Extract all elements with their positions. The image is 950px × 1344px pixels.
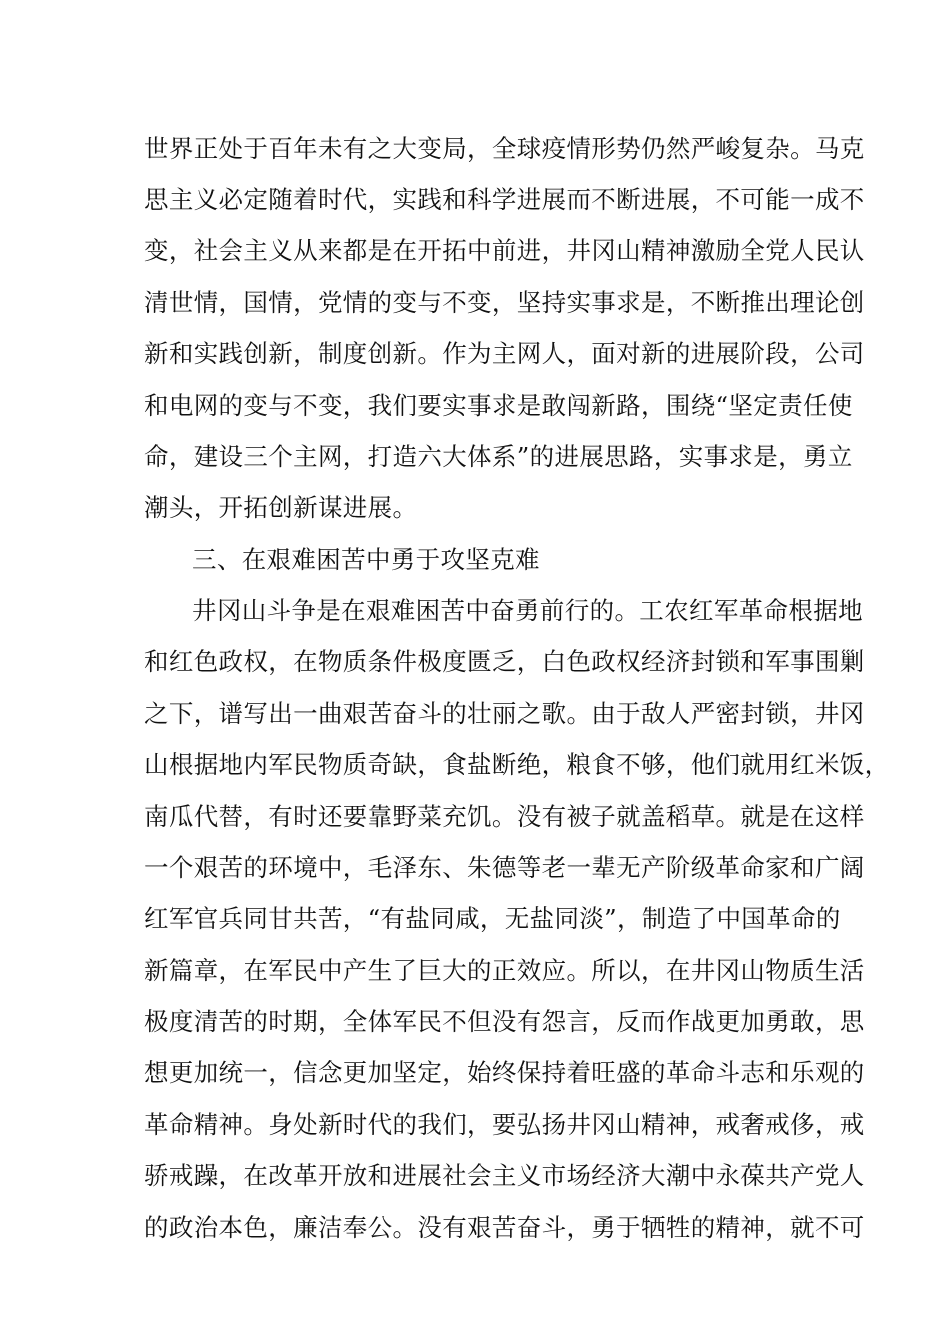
body-text-line: 变，社会主义从来都是在开拓中前进，井冈山精神激励全党人民认 [144,236,865,265]
body-text-line: 井冈山斗争是在艰难困苦中奋勇前行的。工农红军革命根据地 [192,596,863,625]
body-text-line: 红军官兵同甘共苦，“有盐同咸，无盐同淡”，制造了中国革命的 [144,904,841,933]
body-text-line: 新和实践创新，制度创新。作为主网人，面对新的进展阶段，公司 [144,339,865,368]
body-text-line: 思主义必定随着时代，实践和科学进展而不断进展，不可能一成不 [144,185,865,214]
body-text-line: 和电网的变与不变，我们要实事求是敢闯新路，围绕“坚定责任使 [144,391,853,420]
body-text-line: 世界正处于百年未有之大变局，全球疫情形势仍然严峻复杂。马克 [144,134,865,163]
body-text-line: 骄戒躁，在改革开放和进展社会主义市场经济大潮中永葆共产党人 [144,1161,865,1190]
body-text-line: 一个艰苦的环境中，毛泽东、朱德等老一辈无产阶级革命家和广阔 [144,853,865,882]
body-text-line: 新篇章，在军民中产生了巨大的正效应。所以，在井冈山物质生活 [144,956,865,985]
body-text-line: 命，建设三个主网，打造六大体系”的进展思路，实事求是，勇立 [144,442,853,471]
body-text-line: 和红色政权，在物质条件极度匮乏，白色政权经济封锁和军事围剿 [144,647,865,676]
body-text-line: 清世情，国情，党情的变与不变，坚持实事求是，不断推出理论创 [144,288,865,317]
body-text-line: 南瓜代替，有时还要靠野菜充饥。没有被子就盖稻草。就是在这样 [144,802,865,831]
body-text-line: 的政治本色，廉洁奉公。没有艰苦奋斗，勇于牺牲的精神，就不可 [144,1213,865,1242]
body-text-line: 之下，谱写出一曲艰苦奋斗的壮丽之歌。由于敌人严密封锁，井冈 [144,699,865,728]
body-text-line: 山根据地内军民物质奇缺，食盐断绝，粮食不够，他们就用红米饭， [144,750,890,779]
body-text-line: 革命精神。身处新时代的我们，要弘扬井冈山精神，戒奢戒侈，戒 [144,1110,865,1139]
section-heading: 三、在艰难困苦中勇于攻坚克难 [192,545,540,574]
body-text-line: 极度清苦的时期，全体军民不但没有怨言，反而作战更加勇敢，思 [144,1007,865,1036]
body-text-line: 想更加统一，信念更加坚定，始终保持着旺盛的革命斗志和乐观的 [144,1058,865,1087]
body-text-line: 潮头，开拓创新谋进展。 [144,493,418,522]
